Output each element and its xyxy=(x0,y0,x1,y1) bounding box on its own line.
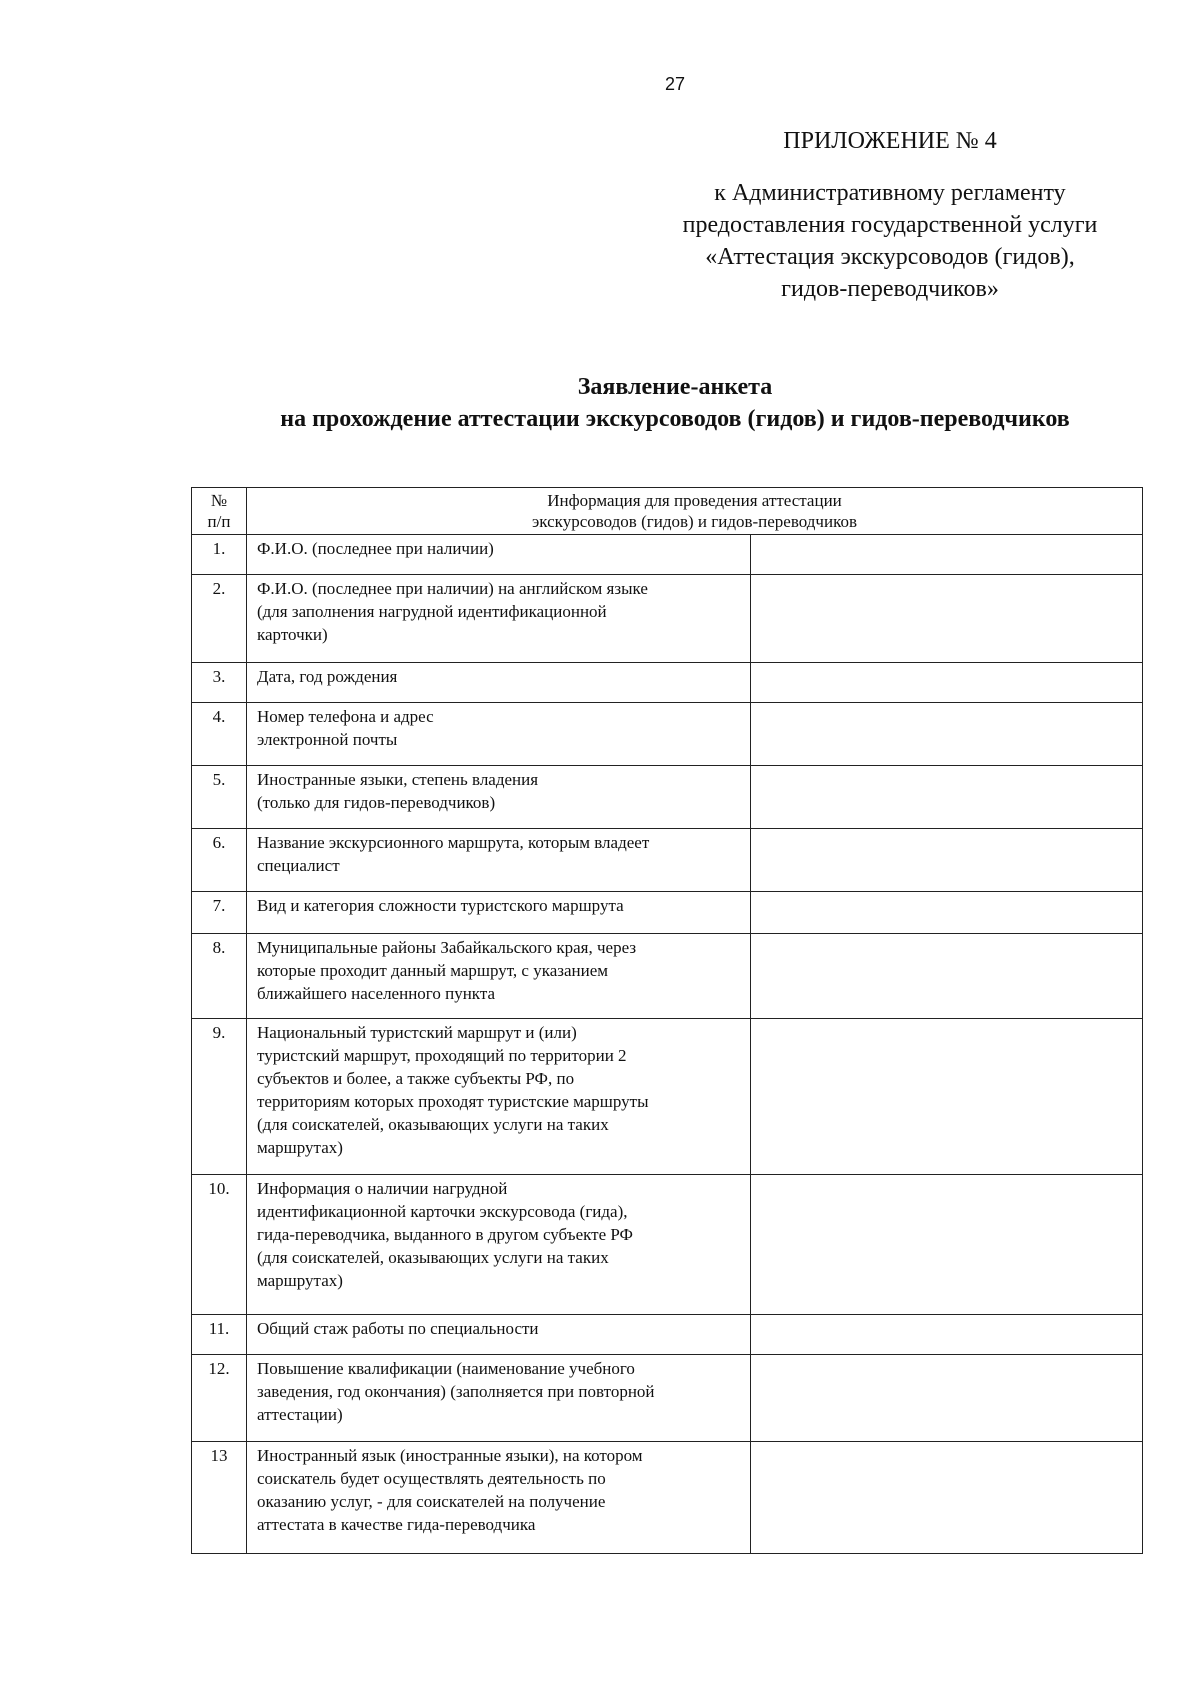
row-description-line: аттестата в качестве гида-переводчика xyxy=(257,1515,536,1534)
row-value-field[interactable] xyxy=(751,1315,1143,1355)
application-form-table xyxy=(191,487,1143,1554)
row-description-line: Ф.И.О. (последнее при наличии) на английском языке xyxy=(257,579,648,598)
row-description-line: специалист xyxy=(257,856,340,875)
row-description xyxy=(247,1442,751,1554)
row-description-line: (только для гидов-переводчиков) xyxy=(257,793,496,812)
row-value-field[interactable] xyxy=(751,766,1143,829)
row-value-field[interactable] xyxy=(751,892,1143,934)
row-description-line: Вид и категория сложности туристского маршрута xyxy=(257,896,624,915)
row-value-field[interactable] xyxy=(751,1175,1143,1315)
row-value-field[interactable] xyxy=(751,575,1143,663)
row-description-line: туристский маршрут, проходящий по территории 2 xyxy=(257,1046,627,1065)
row-number: 7. xyxy=(192,892,247,934)
form-subtitle: на прохождение аттестации экскурсоводов (гидов) и гидов-переводчиков xyxy=(280,406,1070,432)
row-number: 2. xyxy=(192,575,247,663)
row-description xyxy=(247,535,751,575)
row-description-line: Дата, год рождения xyxy=(257,667,398,686)
row-description-line: ближайшего населенного пункта xyxy=(257,984,496,1003)
row-description-line: территориям которых проходят туристские маршруты xyxy=(257,1092,649,1111)
row-value-field[interactable] xyxy=(751,829,1143,892)
row-description xyxy=(247,703,751,766)
table-row xyxy=(192,703,1143,766)
row-value-field[interactable] xyxy=(751,535,1143,575)
table-row xyxy=(192,766,1143,829)
row-description-line: Информация о наличии нагрудной xyxy=(257,1179,508,1198)
table-row xyxy=(192,535,1143,575)
table-row xyxy=(192,575,1143,663)
row-description xyxy=(247,766,751,829)
row-description-line: Повышение квалификации (наименование учебного xyxy=(257,1359,635,1378)
row-description xyxy=(247,663,751,703)
row-description-line: (для соискателей, оказывающих услуги на таких xyxy=(257,1115,609,1134)
row-description-line: карточки) xyxy=(257,625,328,644)
row-description-line: которые проходит данный маршрут, с указанием xyxy=(257,961,609,980)
row-description-line: Номер телефона и адрес xyxy=(257,707,434,726)
form-heading xyxy=(0,371,1200,435)
table-row xyxy=(192,1315,1143,1355)
row-value-field[interactable] xyxy=(751,703,1143,766)
row-description-line: Общий стаж работы по специальности xyxy=(257,1319,539,1338)
header-number-line: № xyxy=(210,491,228,510)
row-number: 8. xyxy=(192,934,247,1019)
row-number: 3. xyxy=(192,663,247,703)
row-number: 6. xyxy=(192,829,247,892)
row-description xyxy=(247,829,751,892)
row-description-line: оказанию услуг, - для соискателей на получение xyxy=(257,1492,606,1511)
row-number: 10. xyxy=(192,1175,247,1315)
table-row xyxy=(192,1442,1143,1554)
appendix-ref-line: к Административному регламенту xyxy=(714,180,1066,206)
row-number: 11. xyxy=(192,1315,247,1355)
row-description-line: гида-переводчика, выданного в другом субъекте РФ xyxy=(257,1225,633,1244)
row-description-line: Муниципальные районы Забайкальского края, через xyxy=(257,938,637,957)
row-description-line: (для соискателей, оказывающих услуги на таких xyxy=(257,1248,609,1267)
row-description-line: Иностранный язык (иностранные языки), на котором xyxy=(257,1446,643,1465)
row-value-field[interactable] xyxy=(751,1442,1143,1554)
row-description-line: Название экскурсионного маршрута, которым владеет xyxy=(257,833,650,852)
header-info-cell xyxy=(247,488,1143,535)
row-value-field[interactable] xyxy=(751,1355,1143,1442)
table-row xyxy=(192,934,1143,1019)
page-number: 27 xyxy=(664,74,686,94)
row-description xyxy=(247,1019,751,1175)
row-description xyxy=(247,575,751,663)
row-value-field[interactable] xyxy=(751,934,1143,1019)
row-number: 1. xyxy=(192,535,247,575)
row-value-field[interactable] xyxy=(751,663,1143,703)
row-number: 4. xyxy=(192,703,247,766)
row-number: 9. xyxy=(192,1019,247,1175)
row-description-line: (для заполнения нагрудной идентификационной xyxy=(257,602,607,621)
table-header-row xyxy=(192,488,1143,535)
row-number: 5. xyxy=(192,766,247,829)
row-description xyxy=(247,1315,751,1355)
table-row xyxy=(192,829,1143,892)
row-description xyxy=(247,1175,751,1315)
appendix-ref-line: «Аттестация экскурсоводов (гидов), xyxy=(705,244,1075,270)
table-body xyxy=(192,535,1143,1554)
row-description xyxy=(247,892,751,934)
row-description-line: электронной почты xyxy=(257,730,398,749)
row-description-line: Национальный туристский маршрут и (или) xyxy=(257,1023,577,1042)
row-description-line: идентификационной карточки экскурсовода (гида), xyxy=(257,1202,628,1221)
header-number-line: п/п xyxy=(207,512,231,531)
appendix-reference xyxy=(600,177,1180,305)
appendix-title: ПРИЛОЖЕНИЕ № 4 xyxy=(783,128,997,154)
header-info-line: Информация для проведения аттестации xyxy=(547,491,842,510)
header-info-line: экскурсоводов (гидов) и гидов-переводчиков xyxy=(532,512,857,531)
table-row xyxy=(192,892,1143,934)
row-description-line: субъектов и более, а также субъекты РФ, по xyxy=(257,1069,575,1088)
appendix-ref-line: предоставления государственной услуги xyxy=(682,212,1098,238)
row-number: 13 xyxy=(192,1442,247,1554)
row-description-line: Ф.И.О. (последнее при наличии) xyxy=(257,539,494,558)
row-description xyxy=(247,1355,751,1442)
appendix-ref-line: гидов-переводчиков» xyxy=(781,276,999,302)
row-description-line: соискатель будет осуществлять деятельность по xyxy=(257,1469,606,1488)
table-row xyxy=(192,1175,1143,1315)
row-description-line: Иностранные языки, степень владения xyxy=(257,770,539,789)
table-row xyxy=(192,1355,1143,1442)
row-number: 12. xyxy=(192,1355,247,1442)
header-number-cell xyxy=(192,488,247,535)
table-row xyxy=(192,1019,1143,1175)
row-description xyxy=(247,934,751,1019)
row-description-line: аттестации) xyxy=(257,1405,343,1424)
row-description-line: маршрутах) xyxy=(257,1271,343,1290)
row-description-line: маршрутах) xyxy=(257,1138,343,1157)
table-row xyxy=(192,663,1143,703)
row-description-line: заведения, год окончания) (заполняется при повторной xyxy=(257,1382,655,1401)
row-value-field[interactable] xyxy=(751,1019,1143,1175)
form-title: Заявление-анкета xyxy=(577,374,773,400)
